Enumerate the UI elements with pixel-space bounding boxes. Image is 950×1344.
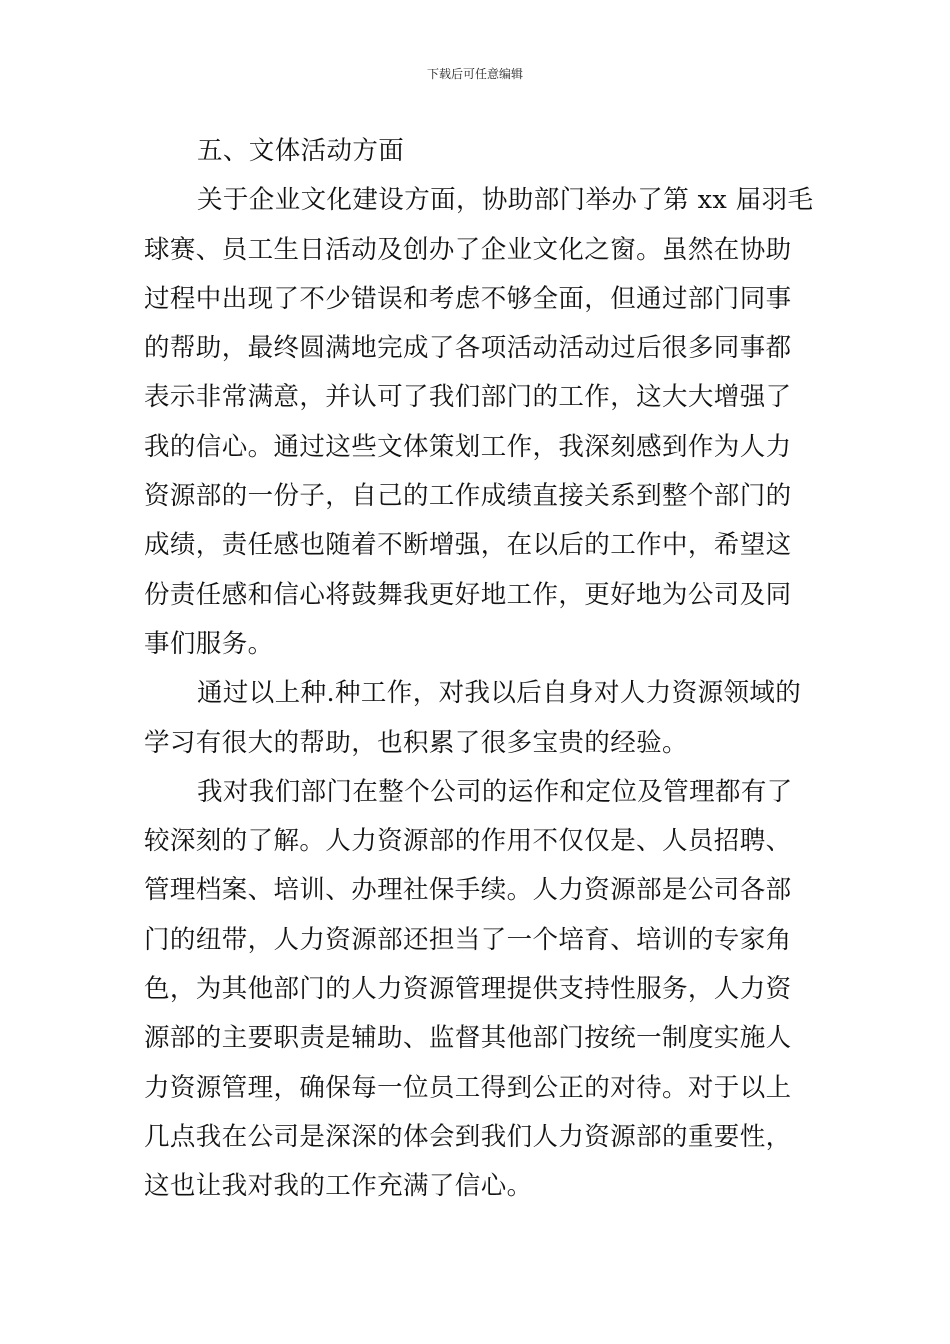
paragraph-line: 成绩，责任感也随着不断增强，在以后的工作中，希望这	[144, 530, 792, 561]
paragraph-line: 球赛、员工生日活动及创办了企业文化之窗。虽然在协助	[144, 234, 792, 265]
paragraph-line: 色，为其他部门的人力资源管理提供支持性服务，人力资	[144, 974, 792, 1005]
paragraph-line: 我对我们部门在整个公司的运作和定位及管理都有了	[197, 776, 793, 807]
paragraph-line: 事们服务。	[144, 628, 274, 659]
paragraph-3	[144, 768, 810, 1212]
paragraph-line: 这也让我对我的工作充满了信心。	[144, 1171, 533, 1202]
paragraph-line: 的帮助，最终圆满地完成了各项活动活动过后很多同事都	[144, 333, 792, 364]
paragraph-line: 门的纽带，人力资源部还担当了一个培育、培训的专家角	[144, 924, 792, 955]
paragraph-line: 源部的主要职责是辅助、监督其他部门按统一制度实施人	[144, 1023, 792, 1054]
paragraph-2	[144, 669, 810, 768]
paragraph-line: 力资源管理，确保每一位员工得到公正的对待。对于以上	[144, 1072, 792, 1103]
paragraph-line: 较深刻的了解。人力资源部的作用不仅仅是、人员招聘、	[144, 826, 792, 857]
paragraph-line: 我的信心。通过这些文体策划工作，我深刻感到作为人力	[144, 431, 792, 462]
paragraph-line: 份责任感和信心将鼓舞我更好地工作，更好地为公司及同	[144, 579, 792, 610]
paragraph-line: 管理档案、培训、办理社保手续。人力资源部是公司各部	[144, 875, 792, 906]
paragraph-line: 通过以上种.种工作，对我以后自身对人力资源领域的	[197, 678, 802, 709]
section-heading: 五、文体活动方面	[197, 136, 405, 166]
paragraph-line: 资源部的一份子，自己的工作成绩直接关系到整个部门的	[144, 481, 792, 512]
paragraph-line: 学习有很大的帮助，也积累了很多宝贵的经验。	[144, 727, 688, 758]
paragraph-line: 过程中出现了不少错误和考虑不够全面，但通过部门同事	[144, 283, 792, 314]
paragraph-1	[144, 176, 814, 669]
document-body	[144, 127, 814, 1212]
paragraph-line: 几点我在公司是深深的体会到我们人力资源部的重要性，	[144, 1121, 792, 1152]
page-header-note: 下载后可任意编辑	[426, 67, 523, 81]
paragraph-line: 关于企业文化建设方面，协助部门举办了第 xx 届羽毛	[197, 185, 814, 216]
paragraph-line: 表示非常满意，并认可了我们部门的工作，这大大增强了	[144, 382, 792, 413]
